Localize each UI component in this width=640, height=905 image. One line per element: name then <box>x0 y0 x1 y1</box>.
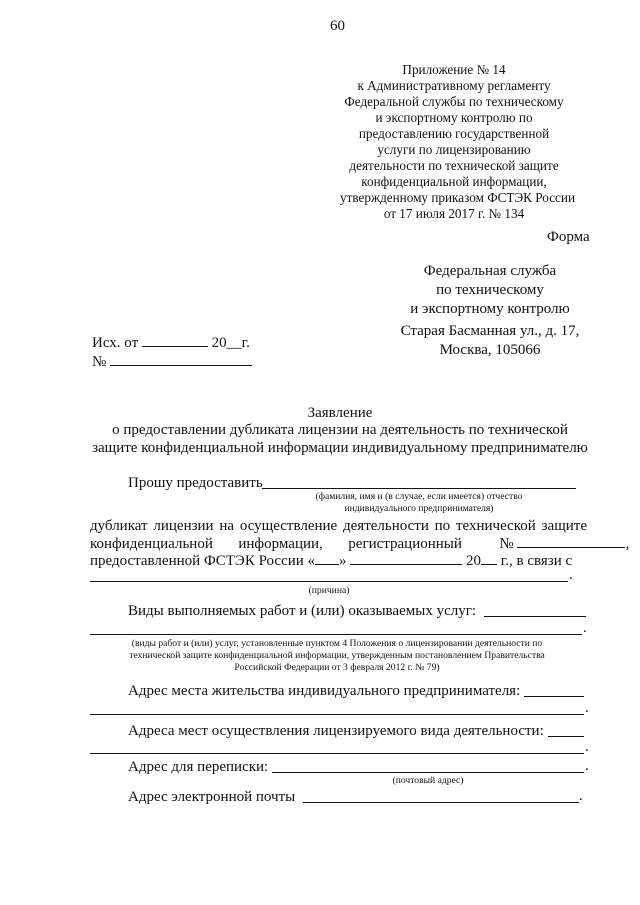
email-label: Адрес электронной почты <box>128 789 296 805</box>
mail-address-field[interactable] <box>272 772 584 773</box>
period: . <box>569 567 573 583</box>
body-text: г., в связи с <box>500 553 573 569</box>
works-field-inline[interactable] <box>484 616 586 617</box>
appendix-line: деятельности по технической защите <box>349 158 559 173</box>
appendix-line: услуги по лицензированию <box>377 142 531 157</box>
reason-hint: (причина) <box>308 585 350 596</box>
period: . <box>585 758 589 774</box>
residence-field[interactable] <box>90 714 584 715</box>
form-label: Форма <box>547 229 590 245</box>
mail-hint: (почтовый адрес) <box>392 775 464 786</box>
outgoing-date <box>92 334 250 352</box>
request-label: Прошу предоставить <box>128 475 263 491</box>
period: . <box>585 739 589 755</box>
works-hint: Российской Федерации от 3 февраля 2012 г. № 79) <box>234 662 440 673</box>
email-field[interactable] <box>303 802 579 803</box>
outgoing-year: 20__г. <box>211 335 250 351</box>
outgoing-number <box>92 353 252 371</box>
body-text: 20 <box>466 553 482 569</box>
activity-field[interactable] <box>90 753 584 754</box>
body-text: конфиденциальной <box>90 536 213 552</box>
appendix-line: к Административному регламенту <box>357 78 551 93</box>
issue-month-field[interactable] <box>350 552 462 565</box>
body-text: информации, <box>238 536 323 552</box>
appendix-line: от 17 июля 2017 г. № 134 <box>383 206 525 221</box>
name-hint: (фамилия, имя и (в случае, если имеется) отчество <box>315 491 523 502</box>
recipient-block <box>380 262 600 319</box>
mail-label: Адрес для переписки: <box>128 759 269 775</box>
doc-subtitle-line: защите конфиденциальной информации индивидуальному предпринимателю <box>92 440 588 456</box>
recipient-address-line: Москва, 105066 <box>439 342 541 358</box>
issue-year-field[interactable] <box>481 552 497 565</box>
appendix-line: утвержденному приказом ФСТЭК России <box>340 190 576 205</box>
recipient-address <box>380 322 600 360</box>
body-text: » <box>339 553 347 569</box>
works-field[interactable] <box>90 634 582 635</box>
appendix-line: и экспортному контролю по <box>375 110 533 125</box>
outgoing-date-field[interactable] <box>142 334 208 347</box>
body-text: № <box>499 536 514 552</box>
page-number: 60 <box>330 18 345 34</box>
outgoing-number-field[interactable] <box>110 353 252 366</box>
issue-day-field[interactable] <box>315 552 339 565</box>
recipient-line: по техническому <box>436 282 544 298</box>
recipient-line: Федеральная служба <box>423 263 557 279</box>
body-line-2: конфиденциальной информации, регистрационный № , <box>90 536 630 552</box>
works-label: Виды выполняемых работ и (или) оказываемых услуг: <box>128 603 477 619</box>
reason-field[interactable] <box>90 581 568 582</box>
recipient-address-line: Старая Басманная ул., д. 17, <box>400 323 580 339</box>
registration-number-field[interactable] <box>517 535 625 548</box>
outgoing-date-prefix: Исх. от <box>92 335 139 351</box>
appendix-line: Федеральной службы по техническому <box>344 94 564 109</box>
period: . <box>585 700 589 716</box>
appendix-line: предоставлению государственной <box>358 126 550 141</box>
body-text: предоставленной ФСТЭК России « <box>90 553 316 569</box>
period: . <box>579 788 583 804</box>
body-line-3 <box>90 552 590 570</box>
period: . <box>583 620 587 636</box>
recipient-line: и экспортному контролю <box>410 301 570 317</box>
name-hint: индивидуального предпринимателя) <box>344 503 494 514</box>
residence-field-inline[interactable] <box>524 696 584 697</box>
body-line-1: дубликат лицензии на осуществление деятельности по технической защите <box>90 518 587 534</box>
activity-label: Адреса мест осуществления лицензируемого вида деятельности: <box>128 723 544 739</box>
body-text: регистрационный <box>348 536 462 552</box>
outgoing-number-label: № <box>92 354 107 370</box>
appendix-line: конфиденциальной информации, <box>361 174 547 189</box>
applicant-name-field[interactable] <box>262 488 576 489</box>
works-hint: (виды работ и (или) услуг, установленные пунктом 4 Положения о лицензировании деятельности по <box>131 638 543 649</box>
doc-title: Заявление <box>307 405 373 421</box>
works-hint: технической защите конфиденциальной информации, утвержденным постановлением Правительства <box>129 650 545 661</box>
doc-subtitle-line: о предоставлении дубликата лицензии на деятельность по технической <box>112 422 568 438</box>
residence-label: Адрес места жительства индивидуального предпринимателя: <box>128 683 521 699</box>
appendix-block <box>340 62 576 222</box>
appendix-line: Приложение № 14 <box>402 62 506 77</box>
activity-field-inline[interactable] <box>548 736 584 737</box>
